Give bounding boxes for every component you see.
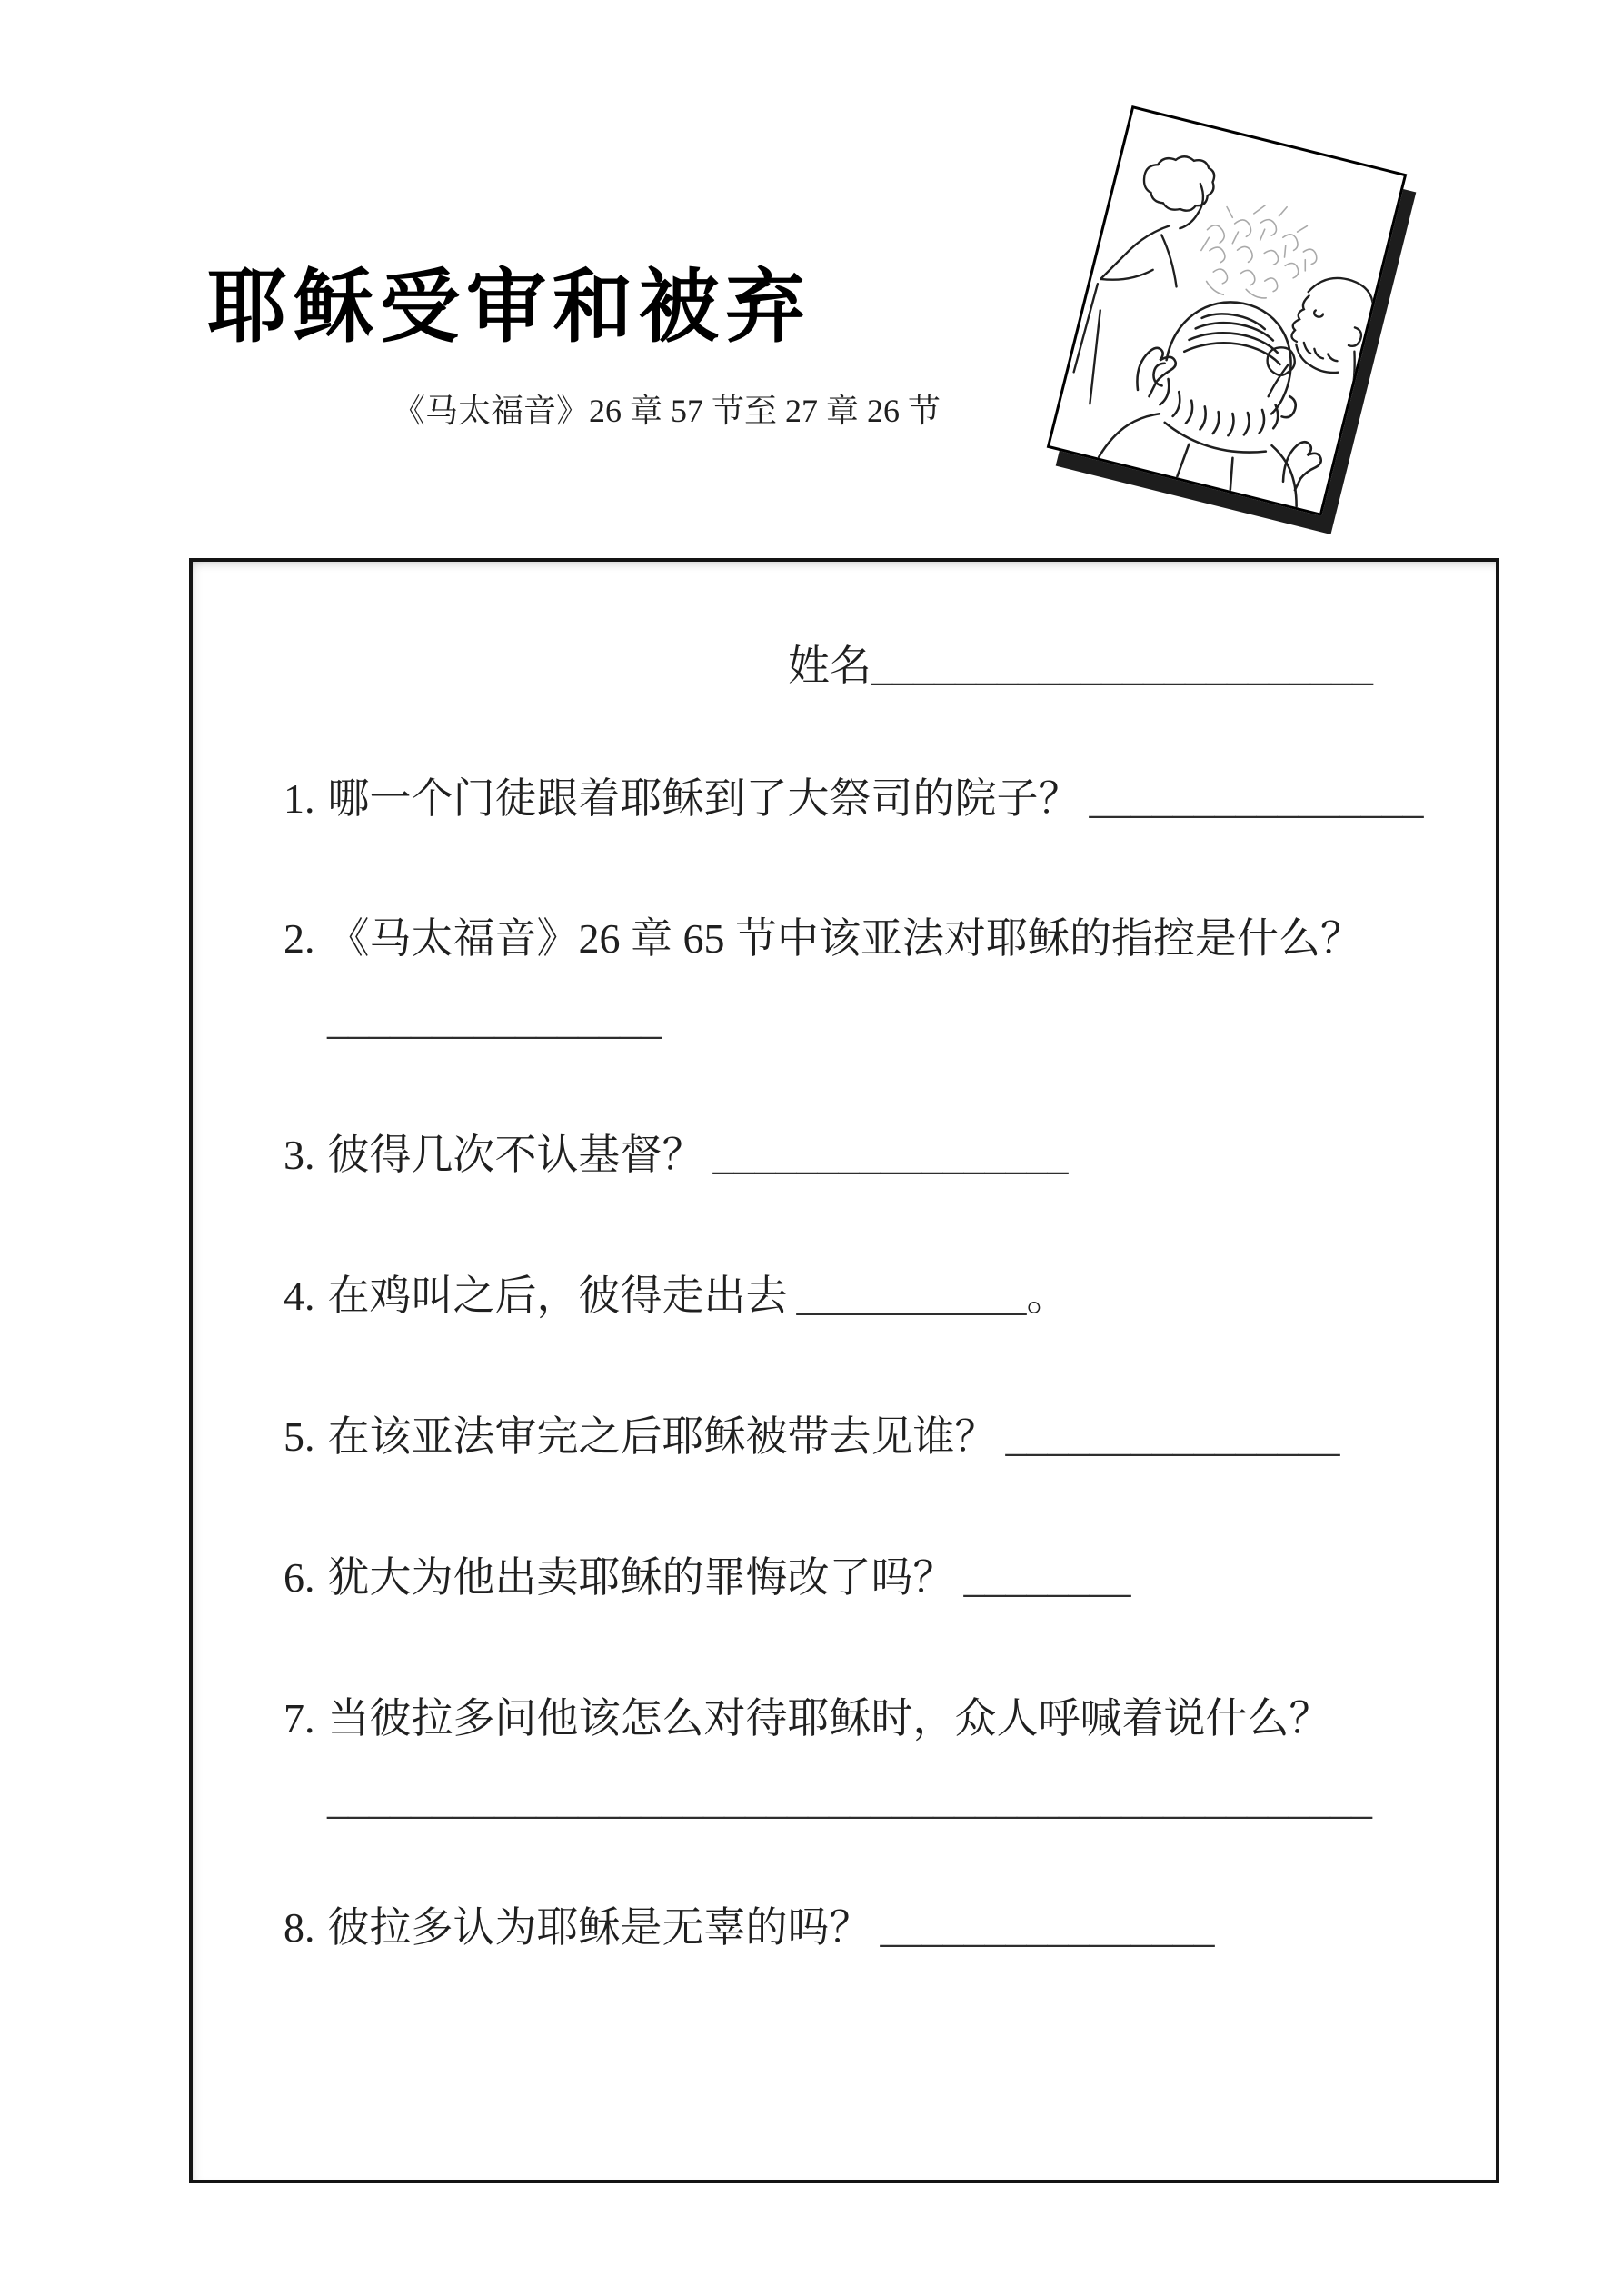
question-text: 哪一个门徒跟着耶稣到了大祭司的院子？: [327, 775, 1080, 822]
question-number: 5.: [284, 1413, 315, 1460]
question-row: [284, 1270, 1459, 1323]
answer-blank: _________________: [712, 1132, 1069, 1178]
name-line: [788, 633, 1373, 693]
question-suffix: 。: [1026, 1273, 1069, 1319]
name-label: 姓名: [788, 643, 871, 689]
question-number: 2.: [284, 915, 315, 962]
question-text: 彼拉多认为耶稣是无辜的吗？: [327, 1904, 871, 1951]
name-blank: ________________________: [871, 643, 1373, 689]
question-row: [284, 1902, 1459, 1955]
worksheet-box: [189, 558, 1499, 2183]
answer-blank-below: __________________________________________________: [327, 1775, 1372, 1822]
question-row: [284, 1411, 1459, 1464]
answer-blank-below: ________________: [327, 995, 662, 1043]
question-text: 《马太福音》26 章 65 节中该亚法对耶稣的指控是什么？: [327, 915, 1362, 962]
question-number: 8.: [284, 1904, 315, 1951]
question-text: 在鸡叫之后，彼得走出去: [327, 1273, 788, 1319]
question-row: [284, 913, 1459, 1047]
question-number: 6.: [284, 1554, 315, 1601]
question-row: [284, 1692, 1459, 1827]
illustration-card: [1020, 102, 1438, 570]
scripture-reference: 《马太福音》26 章 57 节至 27 章 26 节: [393, 393, 941, 429]
answer-blank: ___________: [796, 1273, 1027, 1319]
answer-blank: ________________: [1005, 1413, 1340, 1460]
question-text: 犹大为他出卖耶稣的罪悔改了吗？: [327, 1554, 955, 1601]
question-text: 在该亚法审完之后耶稣被带去见谁？: [327, 1413, 997, 1460]
answer-blank: ________________: [1089, 775, 1424, 822]
crowd-illustration: [1047, 105, 1408, 516]
question-text: 当彼拉多问他该怎么对待耶稣时，众人呼喊着说什么？: [327, 1695, 1331, 1742]
question-row: [284, 1129, 1459, 1183]
question-row: [284, 773, 1459, 826]
answer-blank: ________________: [880, 1904, 1215, 1951]
answer-blank: ________: [963, 1554, 1131, 1601]
page-title: 耶稣受审和被弃: [207, 265, 812, 353]
question-number: 1.: [284, 775, 315, 822]
question-text: 彼得几次不认基督？: [327, 1132, 704, 1178]
question-number: 3.: [284, 1132, 315, 1178]
question-number: 7.: [284, 1695, 315, 1742]
question-number: 4.: [284, 1273, 315, 1319]
question-row: [284, 1552, 1459, 1605]
